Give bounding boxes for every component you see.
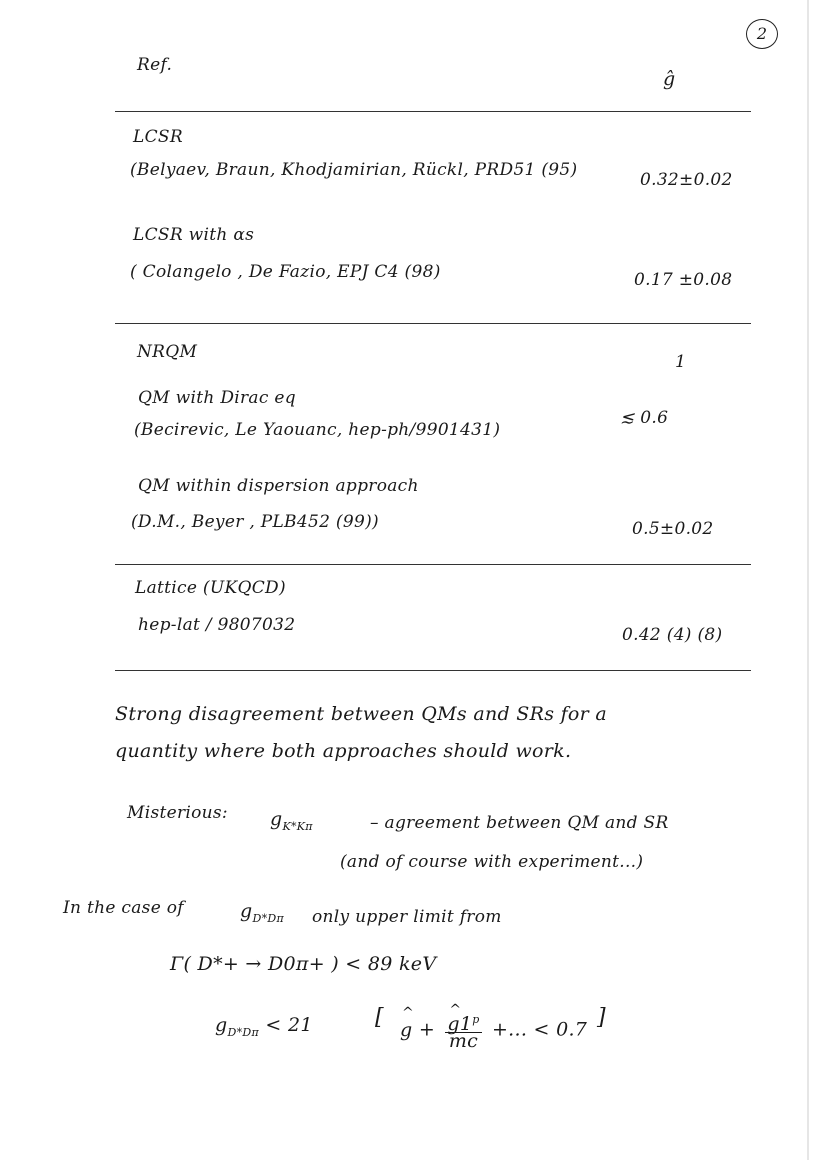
- ghat-expression: [400, 1012, 588, 1053]
- method-label: LCSR with αs: [133, 225, 255, 245]
- value-text: 0.5±0.02: [632, 519, 714, 539]
- plus-sign: +: [418, 1018, 436, 1041]
- value-text: 0.42 (4) (8): [622, 625, 723, 645]
- charm-mass: mc: [448, 1030, 479, 1053]
- case-prefix: In the case of: [63, 898, 184, 918]
- bound-tail: +... < 0.7: [491, 1018, 588, 1041]
- method-label: LCSR: [133, 127, 183, 147]
- bracket-close: ]: [597, 1005, 606, 1030]
- value-text: ≲ 0.6: [620, 408, 669, 428]
- agreement-note: – agreement between QM and SR: [370, 813, 669, 833]
- page-number: 2: [746, 19, 778, 49]
- page-edge: [807, 0, 809, 1160]
- coupling-ddpi: $g_{D*D\pi}$: [240, 900, 285, 925]
- method-label: QM with Dirac eq: [138, 388, 296, 408]
- reference-text: hep-lat / 9807032: [138, 615, 296, 635]
- experiment-note: (and of course with experiment...): [340, 852, 644, 872]
- value-text: 0.32±0.02: [640, 170, 733, 190]
- misterious-label: Misterious:: [127, 803, 228, 823]
- coupling-kkpi: $g_{K*K\pi}$: [270, 808, 313, 833]
- value-text: 1: [675, 352, 687, 372]
- divider: [115, 670, 751, 671]
- method-label: QM within dispersion approach: [138, 476, 419, 496]
- divider: [115, 323, 751, 324]
- g1-symbol: ^ g1: [447, 1016, 472, 1032]
- width-bound: Γ( D*+ → D0π+ ) < 89 keV: [170, 953, 437, 975]
- reference-text: (Belyaev, Braun, Khodjamirian, Rückl, PRD51 (95): [130, 160, 578, 180]
- method-label: NRQM: [137, 342, 198, 362]
- ghat-symbol: ^ g: [400, 1019, 412, 1041]
- note-line: quantity where both approaches should work.: [115, 740, 572, 762]
- correction-fraction: [445, 1012, 481, 1053]
- divider: [115, 111, 751, 112]
- reference-text: ( Colangelo , De Fazio, EPJ C4 (98): [130, 262, 441, 282]
- case-suffix: only upper limit from: [312, 907, 502, 927]
- ref-header: Ref.: [137, 55, 173, 75]
- bracket-open: [: [375, 1005, 384, 1030]
- divider: [115, 564, 751, 565]
- reference-text: (D.M., Beyer , PLB452 (99)): [131, 512, 379, 532]
- value-header: ĝ: [663, 68, 676, 90]
- note-line: Strong disagreement between QMs and SRs for a: [115, 703, 608, 725]
- value-text: 0.17 ±0.08: [634, 270, 733, 290]
- method-label: Lattice (UKQCD): [135, 578, 286, 598]
- reference-text: (Becirevic, Le Yaouanc, hep-ph/9901431): [134, 420, 501, 440]
- coupling-bound: $g_{D*D\pi} < 21$: [215, 1014, 313, 1039]
- g1-superscript: p: [472, 1013, 480, 1026]
